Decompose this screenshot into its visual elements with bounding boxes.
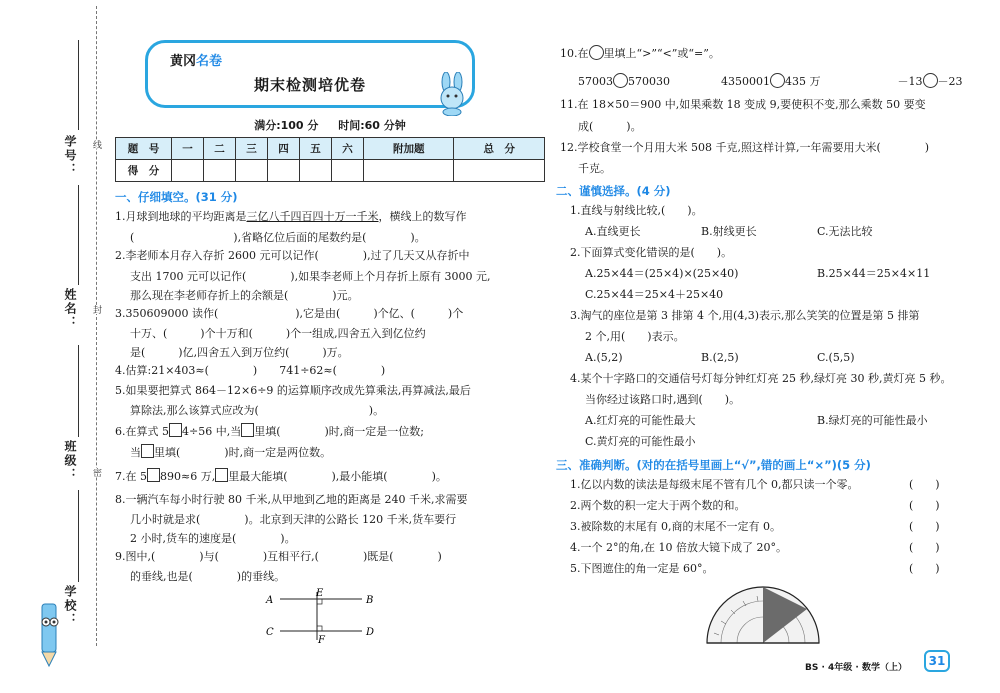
judge-q5: 5.下图遮住的角一定是 60°。 — [570, 562, 714, 575]
choice-q1-opt-c[interactable]: C.无法比较 — [817, 225, 873, 238]
binding-margin — [0, 0, 100, 693]
judge-q3: 3.被除数的末尾有 0,商的末尾不一定有 0。 — [570, 520, 781, 533]
choice-q3a: 3.淘气的座位是第 3 排第 4 个,用(4,3)表示,那么笑笑的位置是第 5 排第 — [570, 309, 920, 322]
student-no-line — [78, 40, 79, 130]
choice-q4-opt-c[interactable]: C.黄灯亮的可能性最小 — [585, 435, 696, 448]
question-7: 7.在 5 890≈6 万, 里最大能填( ),最小能填( )。 — [115, 470, 447, 483]
question-12b: 千克。 — [578, 162, 611, 175]
question-11a: 11.在 18×50＝900 中,如果乘数 18 变成 9,要使积不变,那么乘数 50 要变 — [560, 98, 926, 111]
section2-title: 二、谨慎选择。(4 分) — [556, 184, 671, 198]
class-label: 班级： — [63, 440, 77, 482]
choice-q3-opt-b[interactable]: B.(2,5) — [701, 351, 739, 364]
choice-q2-opt-a[interactable]: A.25×44＝(25×4)×(25×40) — [585, 267, 739, 280]
question-11b: 成( )。 — [578, 120, 642, 133]
protractor-figure — [703, 583, 823, 647]
score-input[interactable] — [454, 160, 545, 182]
student-no-label: 学号： — [63, 135, 77, 177]
score-cell: 题 号 — [116, 138, 172, 160]
score-input[interactable] — [268, 160, 300, 182]
blank-circle[interactable] — [613, 73, 628, 88]
cut-mark-secret: 密 — [91, 468, 101, 477]
cut-line — [96, 6, 97, 646]
blank-box[interactable] — [147, 468, 160, 482]
question-6b: 当 里填( )时,商一定是两位数。 — [130, 446, 332, 459]
judge-q2: 2.两个数的积一定大于两个数的和。 — [570, 499, 746, 512]
judge-q4: 4.一个 2°的角,在 10 倍放大镜下成了 20°。 — [570, 541, 787, 554]
question-9b: 的垂线,也是( )的垂线。 — [130, 570, 286, 583]
choice-q1-opt-b[interactable]: B.射线更长 — [701, 225, 757, 238]
question-2b: 支出 1700 元可以记作( ),如果李老师上个月存折上原有 3000 元, — [130, 270, 491, 283]
choice-q4b: 当你经过该路口时,遇到( )。 — [585, 393, 741, 406]
score-table — [115, 137, 545, 182]
score-input[interactable] — [364, 160, 454, 182]
choice-q2: 2.下面算式变化错误的是( )。 — [570, 246, 733, 259]
footer-text: BS · 4年级 · 数学（上） — [805, 663, 907, 673]
rabbit-mascot-icon — [432, 72, 476, 116]
judge-answer-4[interactable]: ( ) — [909, 541, 940, 554]
label-b: B — [366, 595, 374, 606]
question-12a: 12.学校食堂一个月用大米 508 千克,照这样计算,一年需要用大米( ) — [560, 141, 930, 154]
page-number: 31 — [924, 650, 950, 672]
choice-q1: 1.直线与射线比较,( )。 — [570, 204, 703, 217]
label-c: C — [266, 627, 274, 638]
score-cell: 总 分 — [454, 138, 545, 160]
section3-title: 三、准确判断。(对的在括号里画上“√”,错的画上“×”)(5 分) — [556, 458, 871, 472]
question-8a: 8.一辆汽车每小时行驶 80 千米,从甲地到乙地的距离是 240 千米,求需要 — [115, 493, 468, 506]
question-5a: 5.如果要把算式 864－12×6÷9 的运算顺序改成先算乘法,再算减法,最后 — [115, 384, 471, 397]
question-8c: 2 小时,货车的速度是( )。 — [130, 532, 296, 545]
full-score: 满分:100 分 — [254, 119, 319, 132]
score-cell: 二 — [204, 138, 236, 160]
name-line — [78, 185, 79, 285]
question-9a: 9.图中,( )与( )互相平行,( )既是( ) — [115, 550, 442, 563]
question-1a: 1.月球到地球的平均距离是三亿八千四百四十万一千米，横线上的数写作 — [115, 210, 467, 223]
blank-box[interactable] — [169, 423, 182, 437]
question-6a: 6.在算式 5 4÷56 中,当 里填( )时,商一定是一位数; — [115, 425, 425, 438]
score-cell: 三 — [236, 138, 268, 160]
exam-time: 时间:60 分钟 — [338, 119, 406, 132]
score-cell: 一 — [172, 138, 204, 160]
blank-box[interactable] — [141, 444, 154, 458]
label-a: A — [266, 595, 274, 606]
judge-answer-5[interactable]: ( ) — [909, 562, 940, 575]
judge-answer-2[interactable]: ( ) — [909, 499, 940, 512]
class-line — [78, 345, 79, 437]
score-cell: 附加题 — [364, 138, 454, 160]
judge-answer-1[interactable]: ( ) — [909, 478, 940, 491]
section1-title: 一、仔细填空。(31 分) — [115, 190, 238, 204]
question-2c: 那么现在李老师存折上的余额是( )元。 — [130, 289, 359, 302]
brand-logo: 黄冈名卷 — [170, 54, 223, 69]
pencil-mascot-icon — [30, 600, 70, 670]
blank-circle[interactable] — [589, 45, 604, 60]
question-10-items: 57003 570030 4350001 435 万 －13 －23 — [578, 75, 963, 88]
label-d: D — [366, 627, 375, 638]
exam-meta — [115, 117, 545, 133]
question-5b: 算除法,那么该算式应改为( )。 — [130, 404, 385, 417]
score-value-row — [116, 160, 545, 182]
score-cell: 五 — [300, 138, 332, 160]
question-3b: 十万、( )个十万和( )个一组成,四舍五入到亿位约 — [130, 327, 426, 340]
label-e: E — [316, 588, 324, 599]
choice-q4a: 4.某个十字路口的交通信号灯每分钟红灯亮 25 秒,绿灯亮 30 秒,黄灯亮 5 秒。 — [570, 372, 952, 385]
cut-mark-line: 线 — [91, 140, 101, 149]
score-input[interactable] — [204, 160, 236, 182]
blank-circle[interactable] — [923, 73, 938, 88]
blank-box[interactable] — [215, 468, 228, 482]
blank-box[interactable] — [241, 423, 254, 437]
question-4: 4.估算:21×403≈( ) 741÷62≈( ) — [115, 364, 386, 377]
score-cell: 四 — [268, 138, 300, 160]
school-label: 学校： — [63, 585, 77, 627]
cut-mark-seal: 封 — [91, 305, 101, 314]
score-cell: 得 分 — [116, 160, 172, 182]
score-cell: 六 — [332, 138, 364, 160]
judge-q1: 1.亿以内数的读法是每级末尾不管有几个 0,都只读一个零。 — [570, 478, 859, 491]
question-2a: 2.李老师本月存入存折 2600 元可以记作( ),过了几天又从存折中 — [115, 249, 470, 262]
choice-q4-opt-b[interactable]: B.绿灯亮的可能性最小 — [817, 414, 928, 427]
question-3c: 是( )亿,四舍五入到万位约( )万。 — [130, 346, 349, 359]
choice-q3b: 2 个,用( )表示。 — [585, 330, 685, 343]
score-input[interactable] — [332, 160, 364, 182]
choice-q4-opt-a[interactable]: A.红灯亮的可能性最大 — [585, 414, 696, 427]
question-3a: 3.350609000 读作( ),它是由( )个亿、( )个 — [115, 307, 464, 320]
parallel-lines-figure — [260, 588, 390, 644]
school-line — [78, 490, 79, 582]
label-f: F — [318, 635, 325, 644]
choice-q3-opt-c[interactable]: C.(5,5) — [817, 351, 855, 364]
choice-q1-opt-a[interactable]: A.直线更长 — [585, 225, 641, 238]
question-1b: ( ),省略亿位后面的尾数约是( )。 — [130, 231, 426, 244]
choice-q2-opt-b[interactable]: B.25×44＝25×4×11 — [817, 267, 931, 280]
page-title: 期末检测培优卷 — [253, 76, 366, 94]
judge-answer-3[interactable]: ( ) — [909, 520, 940, 533]
choice-q3-opt-a[interactable]: A.(5,2) — [585, 351, 623, 364]
question-8b: 几小时就是求( )。北京到天津的公路长 120 千米,货车要行 — [130, 513, 457, 526]
score-input[interactable] — [300, 160, 332, 182]
score-input[interactable] — [172, 160, 204, 182]
blank-circle[interactable] — [770, 73, 785, 88]
choice-q2-opt-c[interactable]: C.25×44＝25×4＋25×40 — [585, 288, 724, 301]
name-label: 姓名： — [63, 288, 77, 330]
score-input[interactable] — [236, 160, 268, 182]
score-header-row — [116, 138, 545, 160]
question-10: 10.在 里填上“>”“<”或“=”。 — [560, 47, 720, 60]
